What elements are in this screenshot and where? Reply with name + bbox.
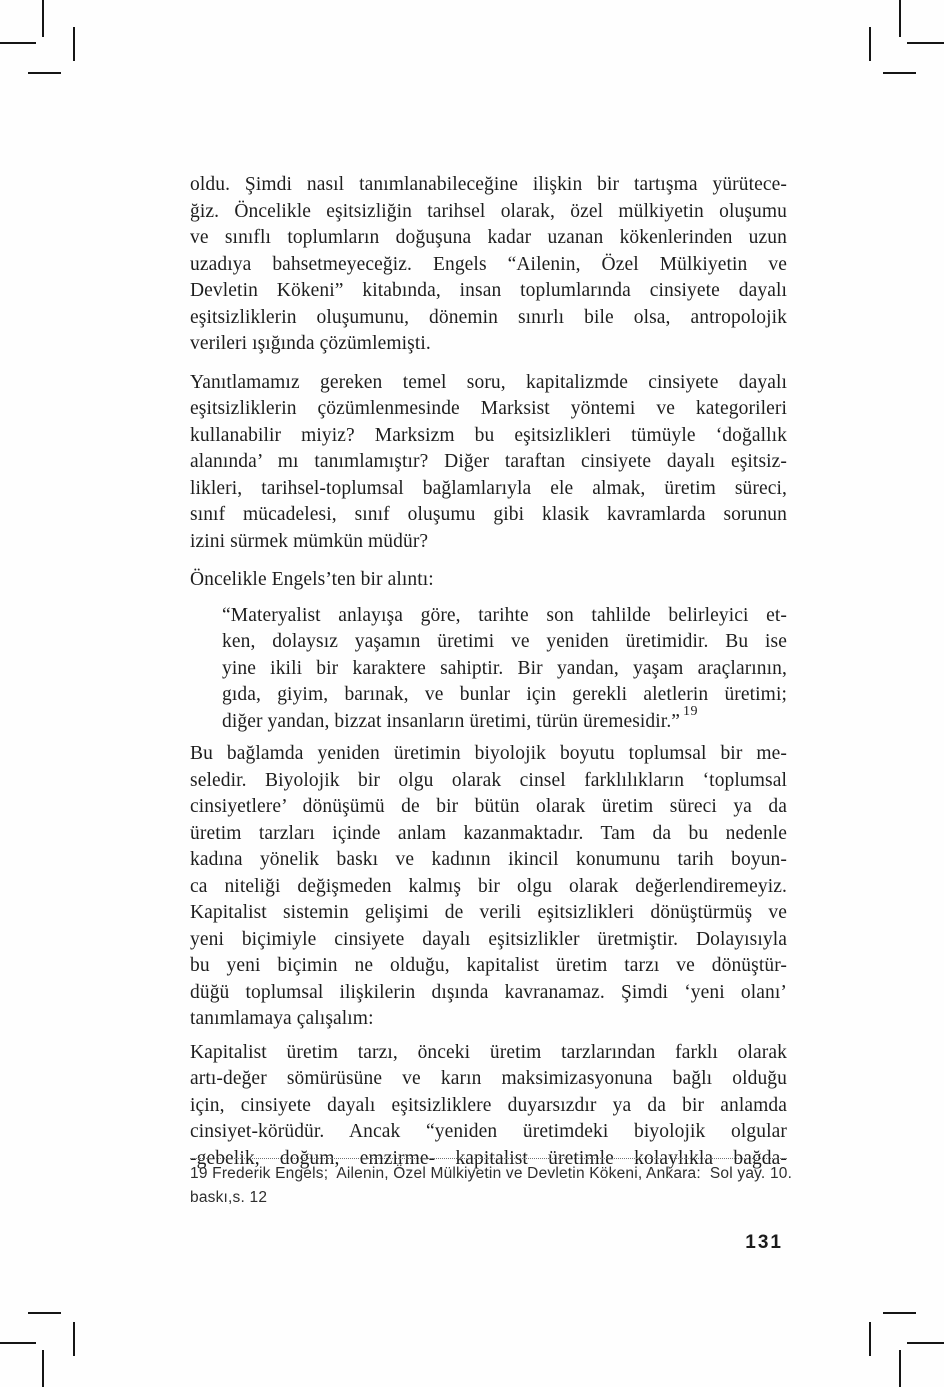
- crop-mark-top-right-outer-horizontal: [907, 42, 944, 44]
- text-line: uzadıya bahsetmeyeceğiz. Engels “Ailenin, Özel Mülkiyetin ve: [190, 253, 787, 275]
- text-line: Öncelikle Engels’ten bir alıntı:: [190, 569, 434, 590]
- text-line: cinsiyetlere’ dönüşümü de bir bütün olarak üretim süreci ya da: [190, 796, 787, 817]
- text-line: yeni biçimiyle cinsiyete dayalı eşitsizlikler üretmiştir. Dolayısıyla: [190, 928, 787, 950]
- crop-mark-top-right-inner-vertical: [869, 27, 871, 61]
- text-line: Kapitalist üretim tarzı, önceki üretim tarzlarından farklı olarak: [190, 1041, 787, 1063]
- page-number: 131: [745, 1232, 783, 1253]
- crop-mark-top-left-outer-vertical: [42, 0, 44, 37]
- text-line: cinsiyet-körüdür. Ancak “yeniden üretimdeki biyolojik olgular: [190, 1121, 787, 1142]
- crop-mark-top-right-inner-horizontal: [883, 72, 916, 74]
- paragraph: [190, 370, 787, 556]
- crop-mark-top-right-outer-vertical: [899, 0, 901, 37]
- crop-mark-bottom-left-outer-horizontal: [0, 1342, 36, 1344]
- text-line: Devletin Kökeni” kitabında, insan toplumlarında cinsiyete dayalı: [190, 280, 787, 301]
- body-text: [190, 172, 787, 1172]
- crop-mark-top-left-inner-horizontal: [28, 72, 61, 74]
- text-line: ken, dolaysız yaşamın üretimi ve yeniden üretimidir. Bu ise: [222, 631, 787, 652]
- footnote-ref: 19: [683, 704, 699, 719]
- crop-mark-bottom-right-inner-vertical: [869, 1322, 871, 1356]
- footnote-line: 19 Frederik Engels; Ailenin, Özel Mülkiyetin ve Devletin Kökeni, Ankara: Sol yay. 10.: [190, 1165, 793, 1182]
- text-line: likleri, tarihsel-toplumsal bağlamlarıyla ele almak, üretim süreci,: [190, 477, 787, 499]
- text-line: diğer yandan, bizzat insanların üretimi, türün üremesidir.” $^{19}$: [222, 704, 699, 732]
- text-line: sınıf mücadelesi, sınıf oluşumu gibi klasik kavramlarda sorunun: [190, 504, 787, 525]
- text-line: artı-değer sömürüsüne ve karın maksimizasyonuna bağlı olduğu: [190, 1068, 787, 1089]
- paragraph: [190, 567, 787, 594]
- crop-mark-top-left-outer-horizontal: [0, 42, 36, 44]
- text-line: Yanıtlamamız gereken temel soru, kapitalizmde cinsiyete dayalı: [190, 371, 787, 393]
- crop-mark-bottom-right-outer-vertical: [899, 1350, 901, 1387]
- block-quote: [222, 603, 787, 736]
- text-line: seledir. Biyolojik bir olgu olarak cinsel farklılıkların ‘toplumsal: [190, 769, 787, 791]
- crop-mark-bottom-left-outer-vertical: [42, 1350, 44, 1387]
- text-line: düğü toplumsal ilişkilerin dışında kavranamaz. Şimdi ‘yeni olanı’: [190, 981, 787, 1003]
- text-line: bu yeni biçimin ne olduğu, kapitalist üretim tarzı ve dönüştür-: [190, 955, 787, 976]
- crop-mark-bottom-left-inner-horizontal: [28, 1312, 61, 1314]
- footnote: [190, 1162, 793, 1209]
- page-text-area: [190, 172, 787, 1172]
- text-line: kullanabilir miyiz? Marksizm bu eşitsizlikleri tümüyle ‘doğallık: [190, 424, 787, 446]
- paragraph: [190, 172, 787, 358]
- text-line: kadına yönelik baskı ve kadının ikincil konumunu tarih boyun-: [190, 849, 787, 870]
- paragraph: [190, 741, 787, 1033]
- text-line: ca niteliği değişmeden kalmış bir olgu olarak değerlendiremeyiz.: [190, 875, 787, 897]
- text-line: ve sınıflı toplumların doğuşuna kadar uzanan kökenlerinden uzun: [190, 227, 787, 248]
- text-line: alanında’ mı tanımlamıştır? Diğer taraftan cinsiyete dayalı eşitsiz-: [190, 451, 787, 472]
- crop-mark-bottom-right-inner-horizontal: [883, 1312, 916, 1314]
- text-line: “Materyalist anlayışa göre, tarihte son tahlilde belirleyici et-: [222, 604, 787, 626]
- crop-mark-bottom-right-outer-horizontal: [907, 1342, 944, 1344]
- crop-mark-bottom-left-inner-vertical: [73, 1322, 75, 1356]
- text-line: için, cinsiyete dayalı eşitsizliklere duyarsızdır ya da bir anlamda: [190, 1094, 787, 1116]
- text-line: eşitsizliklerin çözümlenmesinde Marksist yöntemi ve kategorileri: [190, 398, 787, 419]
- footnote-line: baskı,s. 12: [190, 1188, 268, 1206]
- footnote-separator: [190, 1158, 787, 1159]
- text-line: Kapitalist sistemin gelişimi de verili eşitsizlikleri dönüştürmüş ve: [190, 902, 787, 923]
- text-line: gıda, giyim, barınak, ve bunlar için gerekli aletlerin üretimi;: [222, 684, 787, 705]
- text-line: ğiz. Öncelikle eşitsizliğin tarihsel olarak, özel mülkiyetin oluşumu: [190, 200, 787, 222]
- text-line: eşitsizliklerin oluşumunu, dönemin sınırlı bile olsa, antropolojik: [190, 306, 787, 328]
- text-line: üretim tarzları içinde anlam kazanmaktadır. Tam da bu nedenle: [190, 822, 787, 844]
- paragraph: [190, 1040, 787, 1173]
- text-line: verileri ışığında çözümlemişti.: [190, 333, 431, 354]
- text-line: yine ikili bir karaktere sahiptir. Bir yandan, yaşam araçlarının,: [222, 657, 787, 679]
- text-line: izini sürmek mümkün müdür?: [190, 530, 429, 552]
- text-line: tanımlamaya çalışalım:: [190, 1008, 374, 1029]
- text-line: Bu bağlamda yeniden üretimin biyolojik boyutu toplumsal bir me-: [190, 743, 787, 764]
- crop-mark-top-left-inner-vertical: [73, 27, 75, 61]
- text-line: -gebelik, doğum, emzirme- kapitalist üretimle kolaylıkla bağda-: [190, 1147, 787, 1169]
- text-line: oldu. Şimdi nasıl tanımlanabileceğine ilişkin bir tartışma yürütece-: [190, 174, 787, 195]
